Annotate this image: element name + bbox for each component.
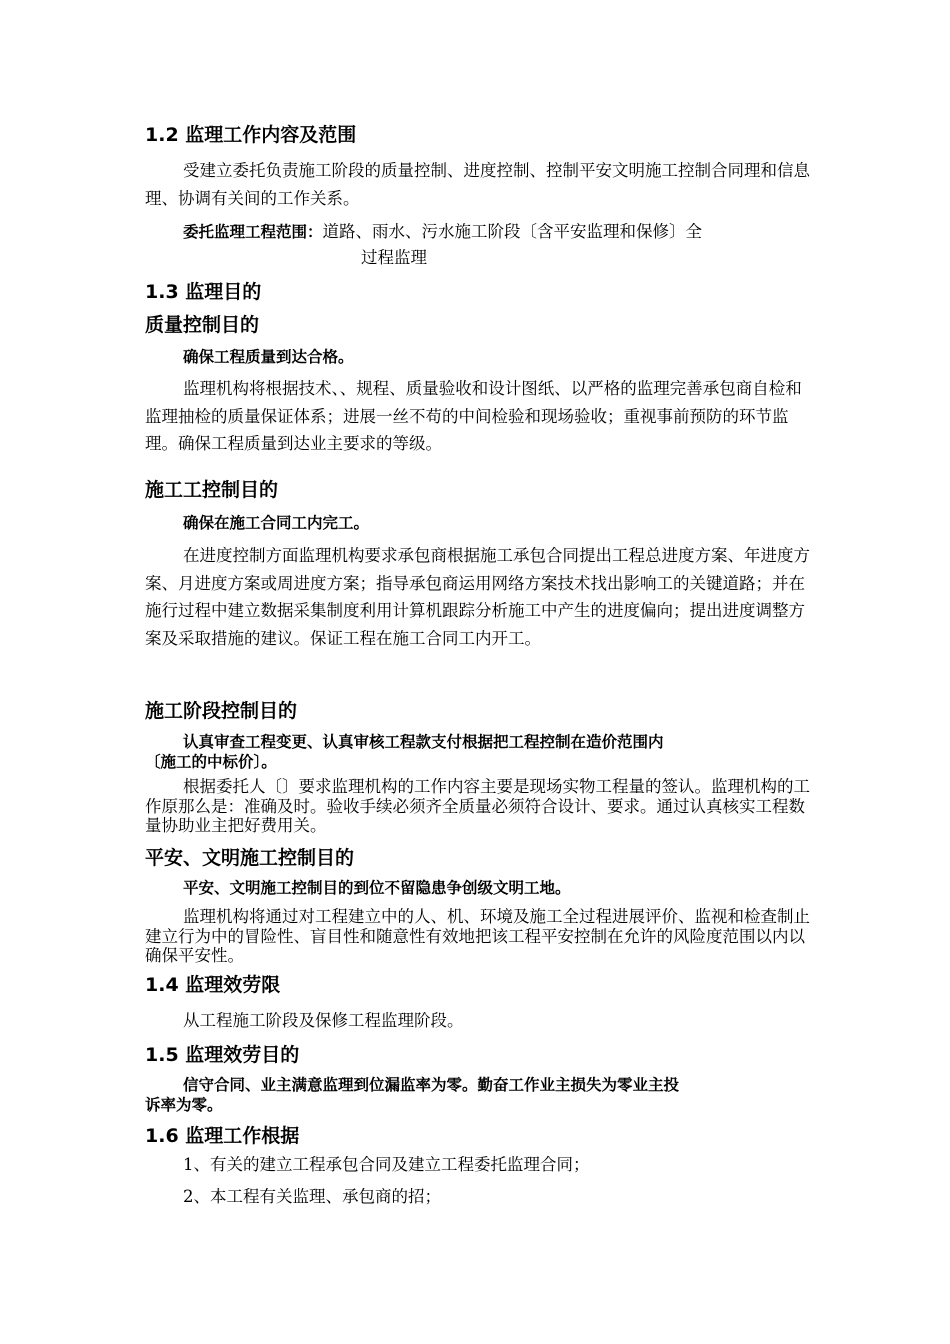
section-heading-1-2: 1.2 监理工作内容及范围 (145, 124, 357, 146)
section-heading-1-6: 1.6 监理工作根据 (145, 1125, 300, 1147)
entrusted-scope-line-1: 道路、雨水、污水施工阶段〔含平安监理和保修〕全 (322, 222, 703, 241)
safety-goal: 平安、文明施工控制目的到位不留隐患争创级文明工地。 (183, 879, 571, 897)
quality-paragraph: 监理机构将根据技术、、规程、质量验收和设计图纸、以严格的监理完善承包商自检和监理抽检的质量保证体系；进展一丝不苟的中间检验和现场验收；重视事前预防的环节监理。确保工程质量到达业主要求的等级。 (145, 379, 802, 453)
subheading-safety-control: 平安、文明施工控制目的 (145, 847, 355, 869)
subheading-stage-control: 施工阶段控制目的 (145, 700, 298, 722)
section-heading-1-4: 1.4 监理效劳限 (145, 974, 281, 996)
subheading-schedule-control: 施工工控制目的 (145, 479, 279, 501)
scope-of-work-paragraph: 受建立委托负责施工阶段的质量控制、进度控制、控制平安文明施工控制合同理和信息理、协调有关间的工作关系。 (145, 161, 810, 208)
service-goal-line-2: 诉率为零。 (145, 1095, 223, 1114)
service-goal (145, 1076, 815, 1115)
quality-goal: 确保工程质量到达合格。 (183, 348, 354, 366)
service-period-paragraph: 从工程施工阶段及保修工程监理阶段。 (183, 1011, 464, 1030)
entrusted-scope (183, 219, 813, 270)
section-heading-1-3: 1.3 监理目的 (145, 281, 262, 303)
subheading-quality-control: 质量控制目的 (145, 314, 260, 336)
stage-goal-line-1: 认真审查工程变更、认真审核工程款支付根据把工程控制在造价范围内 (183, 733, 664, 751)
safety-paragraph: 监理机构将通过对工程建立中的人、机、环境及施工全过程进展评价、监视和检查制止建立行为中的冒险性、盲目性和随意性有效地把该工程平安控制在允许的风险度范围以内以确保平安性。 (145, 907, 810, 965)
stage-paragraph: 根据委托人〔〕要求监理机构的工作内容主要是现场实物工程量的签认。监理机构的工作原那么是：准确及时。验收手续必须齐全质量必须符合设计、要求。通过认真核实工程数量协助业主把好费用关。 (145, 777, 810, 835)
entrusted-scope-line-2: 过程监理 (361, 248, 427, 267)
schedule-goal: 确保在施工合同工内完工。 (183, 514, 370, 532)
service-goal-line-1: 信守合同、业主满意监理到位漏监率为零。勤奋工作业主损失为零业主投 (183, 1076, 680, 1094)
schedule-paragraph: 在进度控制方面监理机构要求承包商根据施工承包合同提出工程总进度方案、年进度方案、月进度方案或周进度方案；指导承包商运用网络方案技术找出影响工的关键道路；并在施行过程中建立数据采集制度利用计算机跟踪分析施工中产生的进度偏向；提出进度调整方案及采取措施的建议。保证工程在施工合同工内开工。 (145, 546, 810, 648)
entrusted-scope-label: 委托监理工程范围： (183, 223, 323, 241)
stage-goal-line-2: 〔施工的中标价〕。 (145, 752, 277, 771)
stage-goal (145, 733, 815, 772)
section-heading-1-5: 1.5 监理效劳目的 (145, 1044, 300, 1066)
basis-item-1: 1、有关的建立工程承包合同及建立工程委托监理合同； (183, 1155, 590, 1174)
basis-item-2: 2、本工程有关监理、承包商的招； (183, 1187, 441, 1206)
